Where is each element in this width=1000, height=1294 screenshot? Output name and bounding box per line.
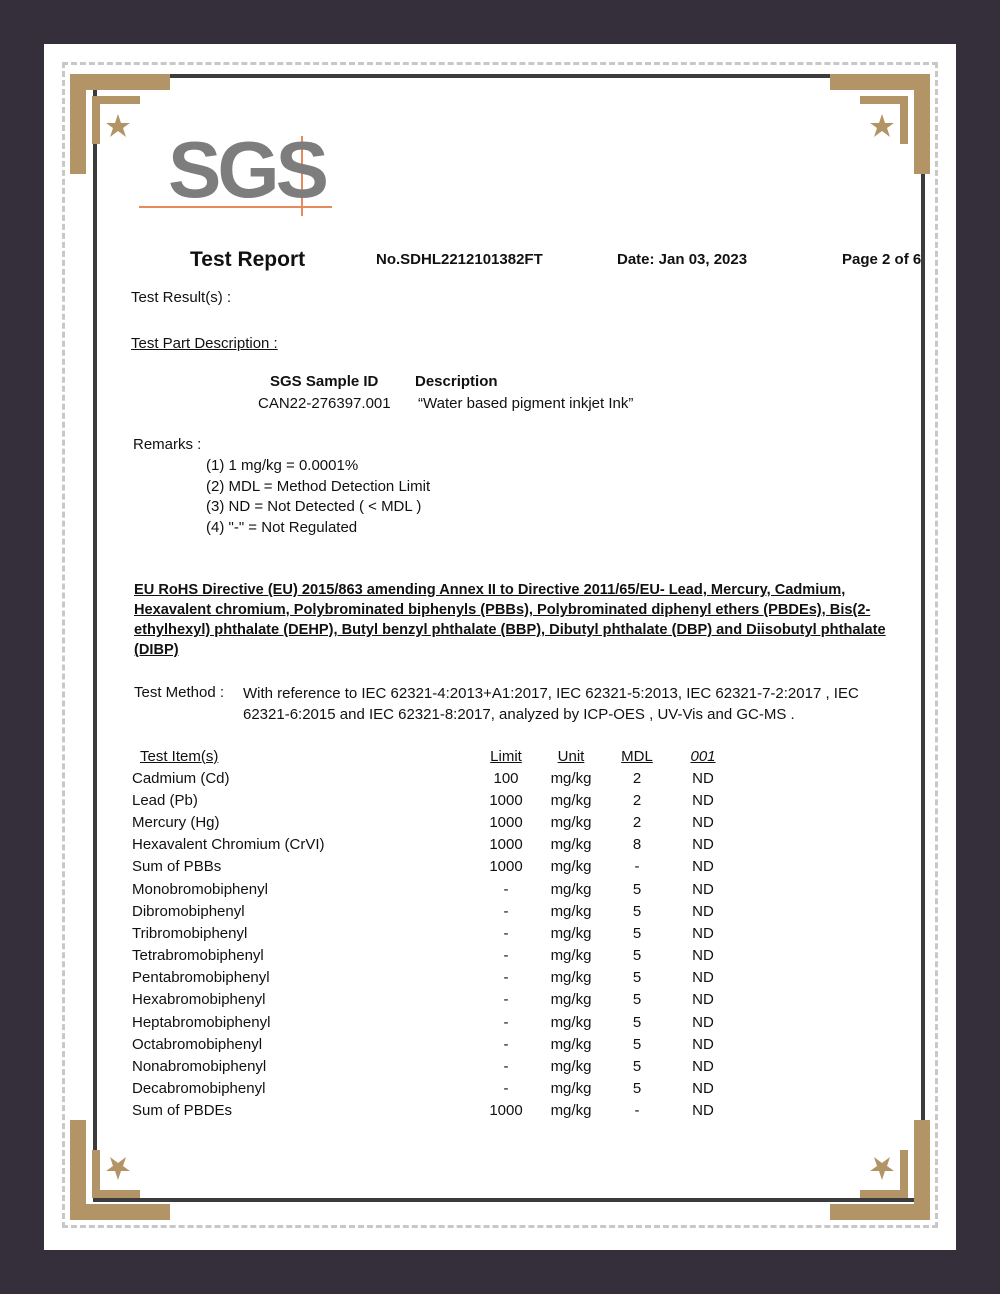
cell-mdl: 5 bbox=[632, 1035, 642, 1053]
table-row bbox=[126, 856, 736, 878]
cell-limit: 100 bbox=[493, 769, 519, 787]
table-row bbox=[126, 1078, 736, 1100]
cell-mdl: 5 bbox=[632, 1013, 642, 1031]
cell-unit: mg/kg bbox=[550, 791, 592, 809]
table-row bbox=[126, 922, 736, 944]
cell-mdl: 5 bbox=[632, 1080, 642, 1098]
report-number: No.SDHL2212101382FT bbox=[376, 251, 543, 268]
cell-mdl: - bbox=[634, 858, 640, 876]
cell-limit: - bbox=[503, 880, 509, 898]
cell-mdl: - bbox=[634, 1102, 640, 1120]
cell-unit: mg/kg bbox=[550, 769, 592, 787]
cell-unit: mg/kg bbox=[550, 902, 592, 920]
cell-result: ND bbox=[692, 1080, 714, 1098]
cell-test-item: Sum of PBDEs bbox=[132, 1102, 233, 1120]
cell-limit: - bbox=[503, 902, 509, 920]
page-title: Test Report bbox=[190, 248, 306, 271]
header-test-item: Test Item(s) bbox=[140, 747, 219, 765]
cell-test-item: Pentabromobiphenyl bbox=[132, 969, 270, 987]
cell-result: ND bbox=[692, 902, 714, 920]
cell-test-item: Octabromobiphenyl bbox=[132, 1035, 263, 1053]
cell-result: ND bbox=[692, 1013, 714, 1031]
cell-result: ND bbox=[692, 969, 714, 987]
cell-result: ND bbox=[692, 880, 714, 898]
cell-unit: mg/kg bbox=[550, 1080, 592, 1098]
cell-unit: mg/kg bbox=[550, 1035, 592, 1053]
cell-result: ND bbox=[692, 813, 714, 831]
remarks-label: Remarks : bbox=[133, 436, 202, 453]
cell-limit: - bbox=[503, 1058, 509, 1076]
test-results-label: Test Result(s) : bbox=[131, 289, 232, 306]
cell-limit: 1000 bbox=[489, 858, 523, 876]
remark-item: (4) "-" = Not Regulated bbox=[206, 519, 358, 536]
cell-unit: mg/kg bbox=[550, 947, 592, 965]
cell-result: ND bbox=[692, 858, 714, 876]
table-row bbox=[126, 789, 736, 811]
results-table bbox=[126, 745, 736, 1122]
cell-test-item: Cadmium (Cd) bbox=[132, 769, 230, 787]
cell-test-item: Mercury (Hg) bbox=[132, 813, 220, 831]
cell-test-item: Sum of PBBs bbox=[132, 858, 222, 876]
cell-limit: - bbox=[503, 1080, 509, 1098]
sample-id-header: SGS Sample ID bbox=[270, 373, 379, 390]
cell-limit: 1000 bbox=[489, 1102, 523, 1120]
cell-limit: - bbox=[503, 991, 509, 1009]
corner-ornament-bottom-left bbox=[70, 1120, 170, 1220]
cell-test-item: Tetrabromobiphenyl bbox=[132, 947, 264, 965]
cell-test-item: Dibromobiphenyl bbox=[132, 902, 245, 920]
cell-test-item: Hexavalent Chromium (CrVI) bbox=[132, 836, 325, 854]
cell-result: ND bbox=[692, 791, 714, 809]
cell-result: ND bbox=[692, 947, 714, 965]
cell-result: ND bbox=[692, 1102, 714, 1120]
table-row bbox=[126, 989, 736, 1011]
description-header: Description bbox=[415, 373, 498, 390]
cell-unit: mg/kg bbox=[550, 836, 592, 854]
cell-test-item: Decabromobiphenyl bbox=[132, 1080, 266, 1098]
cell-result: ND bbox=[692, 924, 714, 942]
cell-test-item: Tribromobiphenyl bbox=[132, 924, 248, 942]
remark-item: (3) ND = Not Detected ( < MDL ) bbox=[206, 498, 422, 515]
test-method-label: Test Method : bbox=[134, 684, 225, 701]
remark-item: (2) MDL = Method Detection Limit bbox=[206, 478, 431, 495]
header-result-001: 001 bbox=[690, 747, 716, 765]
table-header-row bbox=[126, 745, 736, 767]
header-unit: Unit bbox=[557, 747, 585, 765]
cell-result: ND bbox=[692, 991, 714, 1009]
header-mdl: MDL bbox=[621, 747, 653, 765]
cell-unit: mg/kg bbox=[550, 813, 592, 831]
cell-test-item: Nonabromobiphenyl bbox=[132, 1058, 267, 1076]
cell-limit: - bbox=[503, 969, 509, 987]
cell-limit: 1000 bbox=[489, 791, 523, 809]
table-row bbox=[126, 767, 736, 789]
cell-mdl: 5 bbox=[632, 991, 642, 1009]
cell-mdl: 5 bbox=[632, 1058, 642, 1076]
table-row bbox=[126, 834, 736, 856]
cell-unit: mg/kg bbox=[550, 880, 592, 898]
cell-limit: - bbox=[503, 1035, 509, 1053]
sample-description: “Water based pigment inkjet Ink” bbox=[418, 395, 634, 412]
cell-result: ND bbox=[692, 1035, 714, 1053]
cell-limit: - bbox=[503, 947, 509, 965]
cell-test-item: Hexabromobiphenyl bbox=[132, 991, 266, 1009]
table-row bbox=[126, 967, 736, 989]
cell-limit: - bbox=[503, 1013, 509, 1031]
cell-mdl: 5 bbox=[632, 902, 642, 920]
report-date: Date: Jan 03, 2023 bbox=[617, 251, 748, 268]
sample-id: CAN22-276397.001 bbox=[258, 395, 391, 412]
cell-unit: mg/kg bbox=[550, 1058, 592, 1076]
table-row bbox=[126, 878, 736, 900]
table-row bbox=[126, 900, 736, 922]
sgs-logo bbox=[136, 125, 336, 216]
cell-mdl: 8 bbox=[632, 836, 642, 854]
cell-result: ND bbox=[692, 836, 714, 854]
test-method-value: With reference to IEC 62321-4:2013+A1:2017, IEC 62321-5:2013, IEC 62321-7-2:2017 , IEC 62321-6:2015 and IEC 62321-8:2017, analyzed by ICP-OES , UV-Vis and GC-MS . bbox=[243, 685, 859, 723]
table-row bbox=[126, 1055, 736, 1077]
table-row bbox=[126, 1100, 736, 1122]
cell-test-item: Monobromobiphenyl bbox=[132, 880, 268, 898]
cell-unit: mg/kg bbox=[550, 969, 592, 987]
cell-mdl: 5 bbox=[632, 947, 642, 965]
cell-mdl: 2 bbox=[632, 791, 642, 809]
page-number: Page 2 of 6 bbox=[842, 251, 922, 268]
cell-unit: mg/kg bbox=[550, 1013, 592, 1031]
cell-unit: mg/kg bbox=[550, 991, 592, 1009]
cell-test-item: Heptabromobiphenyl bbox=[132, 1013, 271, 1031]
cell-limit: - bbox=[503, 924, 509, 942]
part-description-label: Test Part Description : bbox=[131, 335, 278, 352]
cell-mdl: 5 bbox=[632, 880, 642, 898]
cell-mdl: 2 bbox=[632, 813, 642, 831]
cell-mdl: 2 bbox=[632, 769, 642, 787]
cell-limit: 1000 bbox=[489, 836, 523, 854]
logo-text: SGS bbox=[168, 125, 325, 214]
directive-title: EU RoHS Directive (EU) 2015/863 amending Annex II to Directive 2011/65/EU- Lead, Mercury, Cadmium, Hexavalent chromium, Polybrominated biphenyls (PBBs), Polybrominated diphenyl ethers (PBDEs), Bis(2-ethylhexyl) phthalate (DEHP), Butyl benzyl phthalate (BBP), Dibutyl phthalate (DBP) and Diisobutyl phthalate (DIBP) bbox=[134, 582, 886, 658]
table-row bbox=[126, 945, 736, 967]
table-row bbox=[126, 1011, 736, 1033]
cell-limit: 1000 bbox=[489, 813, 523, 831]
corner-ornament-top-right bbox=[830, 74, 930, 174]
cell-result: ND bbox=[692, 1058, 714, 1076]
cell-mdl: 5 bbox=[632, 969, 642, 987]
cell-mdl: 5 bbox=[632, 924, 642, 942]
header-limit: Limit bbox=[490, 747, 522, 765]
cell-result: ND bbox=[692, 769, 714, 787]
cell-unit: mg/kg bbox=[550, 858, 592, 876]
cell-test-item: Lead (Pb) bbox=[132, 791, 198, 809]
table-row bbox=[126, 1033, 736, 1055]
cell-unit: mg/kg bbox=[550, 924, 592, 942]
cell-unit: mg/kg bbox=[550, 1102, 592, 1120]
table-row bbox=[126, 811, 736, 833]
corner-ornament-bottom-right bbox=[830, 1120, 930, 1220]
remark-item: (1) 1 mg/kg = 0.0001% bbox=[206, 457, 359, 474]
